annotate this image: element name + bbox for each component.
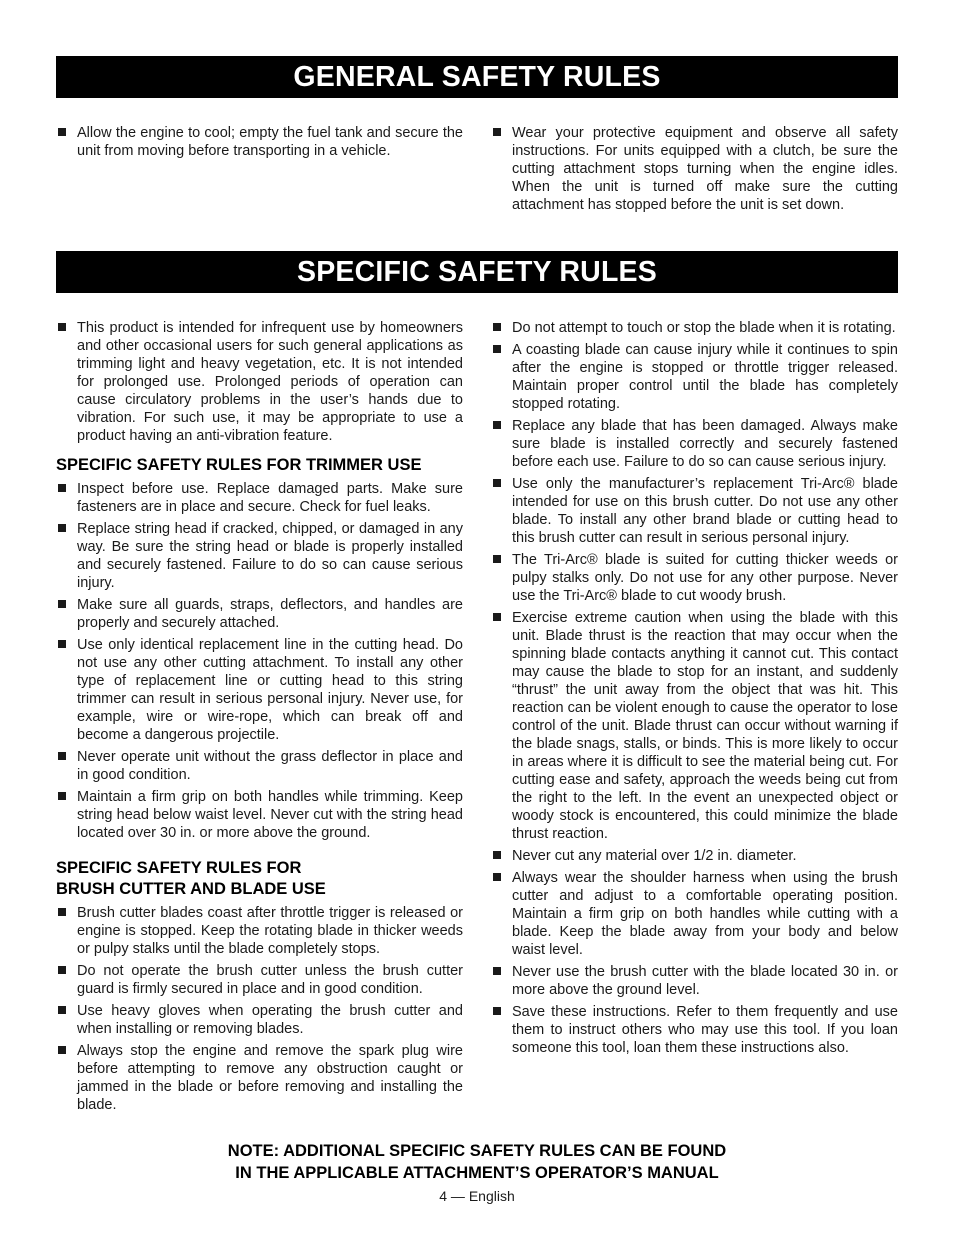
list-item: Always stop the engine and remove the spark plug wire before attempting to remove any obstruction caught or jammed in the blade or before removing and installing the blade. <box>56 1042 463 1114</box>
list-item: Replace any blade that has been damaged. Always make sure blade is installed correctly and securely fastened before each use. Failure to do so can cause serious injury. <box>491 417 898 471</box>
bullet-square-icon <box>58 600 66 608</box>
bullet-square-icon <box>58 484 66 492</box>
list-item: Replace string head if cracked, chipped, or damaged in any way. Be sure the string head or blade is properly installed and securely fastened. Failure to do so can cause serious injury. <box>56 520 463 592</box>
specific-left-column <box>56 319 463 1118</box>
bullet-square-icon <box>493 851 501 859</box>
list-item: Maintain a firm grip on both handles while trimming. Keep string head below waist level. Never cut with the string head located over 30 in. or more above the ground. <box>56 788 463 842</box>
list-item: The Tri-Arc® blade is suited for cutting thicker weeds or pulpy stalks only. Do not use for any other purpose. Never use the Tri-Arc® blade to cut woody brush. <box>491 551 898 605</box>
bullet-square-icon <box>58 1006 66 1014</box>
bullet-square-icon <box>493 128 501 136</box>
bullet-square-icon <box>58 1046 66 1054</box>
attachment-manual-note: NOTE: ADDITIONAL SPECIFIC SAFETY RULES CAN BE FOUND IN THE APPLICABLE ATTACHMENT’S OPERATOR’S MANUAL <box>227 1142 727 1182</box>
list-item: A coasting blade can cause injury while it continues to spin after the engine is stopped or throttle trigger released. Maintain proper control until the blade has completely stopped rotating. <box>491 341 898 413</box>
bullet-square-icon <box>58 128 66 136</box>
list-item: Allow the engine to cool; empty the fuel tank and secure the unit from moving before transporting in a vehicle. <box>56 124 463 160</box>
bullet-square-icon <box>493 421 501 429</box>
trimmer-rules-heading: SPECIFIC SAFETY RULES FOR TRIMMER USE <box>56 456 422 474</box>
bullet-square-icon <box>58 752 66 760</box>
general-left-column <box>56 124 463 164</box>
bullet-square-icon <box>58 323 66 331</box>
list-item: Wear your protective equipment and observe all safety instructions. For units equipped with a clutch, be sure the cutting attachment stops turning when the engine idles. When the unit is turned off make sure the cutting attachment has stopped before the unit is set down. <box>491 124 898 214</box>
list-item: Exercise extreme caution when using the blade with this unit. Blade thrust is the reaction that may occur when the spinning blade contacts anything it cannot cut. This contact may cause the blade to stop for an instant, and suddenly “thrust” the unit away from the object that was hit. This reaction can be violent enough to cause the operator to lose control of the unit. Blade thrust can occur without warning if the blade snags, stalls, or binds. This is more likely to occur in areas where it is difficult to see the material being cut. For cutting ease and safety, approach the weeds being cut from the right to the left. In the event an unexpected object or woody stock is encountered, this could minimize the blade thrust reaction. <box>491 609 898 843</box>
bullet-square-icon <box>493 555 501 563</box>
bullet-square-icon <box>58 966 66 974</box>
bullet-square-icon <box>493 345 501 353</box>
list-item: Inspect before use. Replace damaged parts. Make sure fasteners are in place and secure. Check for fuel leaks. <box>56 480 463 516</box>
bullet-square-icon <box>493 1007 501 1015</box>
bullet-square-icon <box>493 873 501 881</box>
list-item: Use heavy gloves when operating the brush cutter and when installing or removing blades. <box>56 1002 463 1038</box>
list-item: Never operate unit without the grass deflector in place and in good condition. <box>56 748 463 784</box>
list-item: Use only the manufacturer’s replacement Tri-Arc® blade intended for use on this brush cutter. Do not use any other blade. To install any other brand blade or cutting head to this brush cutter can result in serious personal injury. <box>491 475 898 547</box>
list-item: Do not attempt to touch or stop the blade when it is rotating. <box>491 319 898 337</box>
general-safety-rules-banner: GENERAL SAFETY RULES <box>56 56 898 98</box>
brush-cutter-rules-heading: SPECIFIC SAFETY RULES FOR BRUSH CUTTER AND BLADE USE <box>56 859 326 898</box>
list-item: Do not operate the brush cutter unless the brush cutter guard is firmly secured in place and in good condition. <box>56 962 463 998</box>
general-right-column <box>491 124 898 218</box>
bullet-square-icon <box>493 613 501 621</box>
bullet-square-icon <box>58 640 66 648</box>
list-item: Make sure all guards, straps, deflectors, and handles are properly and securely attached. <box>56 596 463 632</box>
list-item: Save these instructions. Refer to them frequently and use them to instruct others who may use this tool. If you loan someone this tool, loan them these instructions also. <box>491 1003 898 1057</box>
list-item: Always wear the shoulder harness when using the brush cutter and adjust to a comfortable operating position. Maintain a firm grip on both handles while cutting with a blade. Keep the blade away from your body and below waist level. <box>491 869 898 959</box>
bullet-square-icon <box>58 524 66 532</box>
bullet-square-icon <box>493 967 501 975</box>
list-item: Brush cutter blades coast after throttle trigger is released or engine is stopped. Keep the rotating blade in thicker weeds or pulpy stalks until the blade completely stops. <box>56 904 463 958</box>
bullet-square-icon <box>493 479 501 487</box>
list-item: This product is intended for infrequent use by homeowners and other occasional users for such general applications as trimming light and heavy vegetation, etc. It is not intended for prolonged use. Prolonged periods of operation can cause circulatory problems in the user’s hands due to vibration. For such use, it may be appropriate to use a product having an anti-vibration feature. <box>56 319 463 445</box>
bullet-square-icon <box>493 323 501 331</box>
specific-right-column <box>491 319 898 1061</box>
bullet-square-icon <box>58 792 66 800</box>
list-item: Use only identical replacement line in the cutting head. Do not use any other cutting attachment. To install any other type of replacement line or cutting head to this string trimmer can result in serious personal injury. Never use, for example, wire or wire-rope, which can break off and become a dangerous projectile. <box>56 636 463 744</box>
list-item: Never cut any material over 1/2 in. diameter. <box>491 847 898 865</box>
bullet-square-icon <box>58 908 66 916</box>
page-footer: 4 — English <box>439 1188 515 1204</box>
list-item: Never use the brush cutter with the blade located 30 in. or more above the ground level. <box>491 963 898 999</box>
specific-safety-rules-banner: SPECIFIC SAFETY RULES <box>56 251 898 293</box>
